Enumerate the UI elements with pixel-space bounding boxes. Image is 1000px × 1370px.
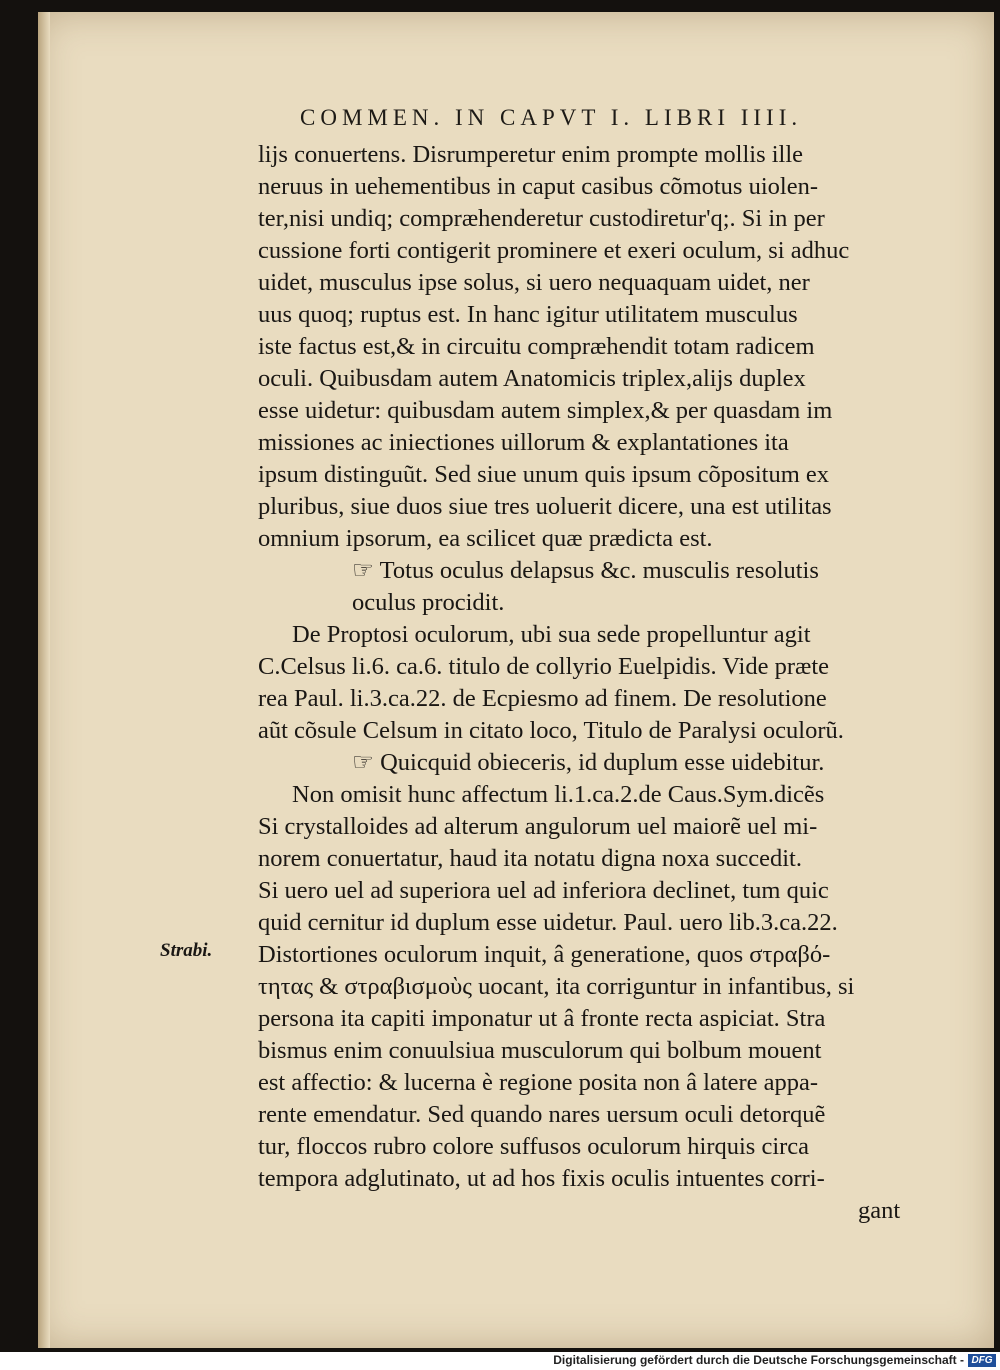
page-gutter	[38, 12, 50, 1348]
text-line: oculus procidit.	[352, 589, 505, 616]
text-line: aũt cõsule Celsum in citato loco, Titulo de Paralysi oculorũ.	[258, 717, 844, 744]
text-line: ☞ Quicquid obieceris, id duplum esse uidebitur.	[352, 749, 825, 776]
text-line: ☞ Totus oculus delapsus &c. musculis resolutis	[352, 557, 819, 584]
margin-note: Strabi.	[160, 940, 213, 961]
dfg-logo-icon: DFG	[968, 1354, 996, 1367]
text-line: cussione forti contigerit prominere et exeri oculum, si adhuc	[258, 237, 850, 264]
text-line: Non omisit hunc affectum li.1.ca.2.de Caus.Sym.dicẽs	[292, 781, 825, 808]
text-line: rea Paul. li.3.ca.22. de Ecpiesmo ad finem. De resolutione	[258, 685, 827, 712]
text-line: De Proptosi oculorum, ubi sua sede propelluntur agit	[292, 621, 811, 648]
text-line: uidet, musculus ipse solus, si uero nequaquam uidet, ner	[258, 269, 810, 296]
text-line: uus quoq; ruptus est. In hanc igitur utilitatem musculus	[258, 301, 798, 328]
catchword: gant	[858, 1197, 901, 1224]
text-line: neruus in uehementibus in caput casibus cõmotus uiolen-	[258, 173, 818, 200]
text-line: est affectio: & lucerna è regione posita non â latere appa-	[258, 1069, 819, 1096]
text-line: lijs conuertens. Disrumperetur enim prompte mollis ille	[258, 141, 804, 168]
text-line: C.Celsus li.6. ca.6. titulo de collyrio Euelpidis. Vide præte	[258, 653, 830, 680]
footer-bar	[0, 1352, 1000, 1370]
running-head: COMMEN. IN CAPVT I. LIBRI IIII.	[300, 105, 803, 130]
text-line: Distortiones oculorum inquit, â generatione, quos στραβό-	[258, 941, 831, 968]
text-line: rente emendatur. Sed quando nares uersum oculi detorquẽ	[258, 1101, 826, 1128]
text-line: omnium ipsorum, ea scilicet quæ prædicta est.	[258, 525, 713, 552]
text-line: Si crystalloides ad alterum angulorum uel maiorẽ uel mi-	[258, 813, 818, 840]
text-line: quid cernitur id duplum esse uidetur. Paul. uero lib.3.ca.22.	[258, 909, 838, 936]
text-line: tempora adglutinato, ut ad hos fixis oculis intuentes corri-	[258, 1165, 825, 1192]
text-line: iste factus est,& in circuitu compræhendit totam radicem	[258, 333, 815, 360]
text-line: missiones ac iniectiones uillorum & explantationes ita	[258, 429, 789, 456]
text-line: ipsum distinguũt. Sed siue unum quis ipsum cõpositum ex	[258, 461, 830, 488]
text-line: esse uidetur: quibusdam autem simplex,& per quasdam im	[258, 397, 833, 424]
text-line: tur, floccos rubro colore suffusos oculorum hirquis circa	[258, 1133, 810, 1160]
text-line: norem conuertatur, haud ita notatu digna noxa succedit.	[258, 845, 802, 872]
text-line: bismus enim conuulsiua musculorum qui bolbum mouent	[258, 1037, 822, 1064]
text-line: ter,nisi undiq; compræhenderetur custodiretur'q;. Si in per	[258, 205, 825, 232]
text-line: pluribus, siue duos siue tres uoluerit dicere, una est utilitas	[258, 493, 832, 520]
footer-credit: Digitalisierung gefördert durch die Deutsche Forschungsgemeinschaft -	[553, 1353, 964, 1367]
text-line: oculi. Quibusdam autem Anatomicis triplex,alijs duplex	[258, 365, 806, 392]
text-line: Si uero uel ad superiora uel ad inferiora declinet, tum quic	[258, 877, 829, 904]
text-line: τητας & στραβισμοὺς uocant, ita corriguntur in infantibus, si	[258, 973, 855, 1000]
text-line: persona ita capiti imponatur ut â fronte recta aspiciat. Stra	[258, 1005, 826, 1032]
